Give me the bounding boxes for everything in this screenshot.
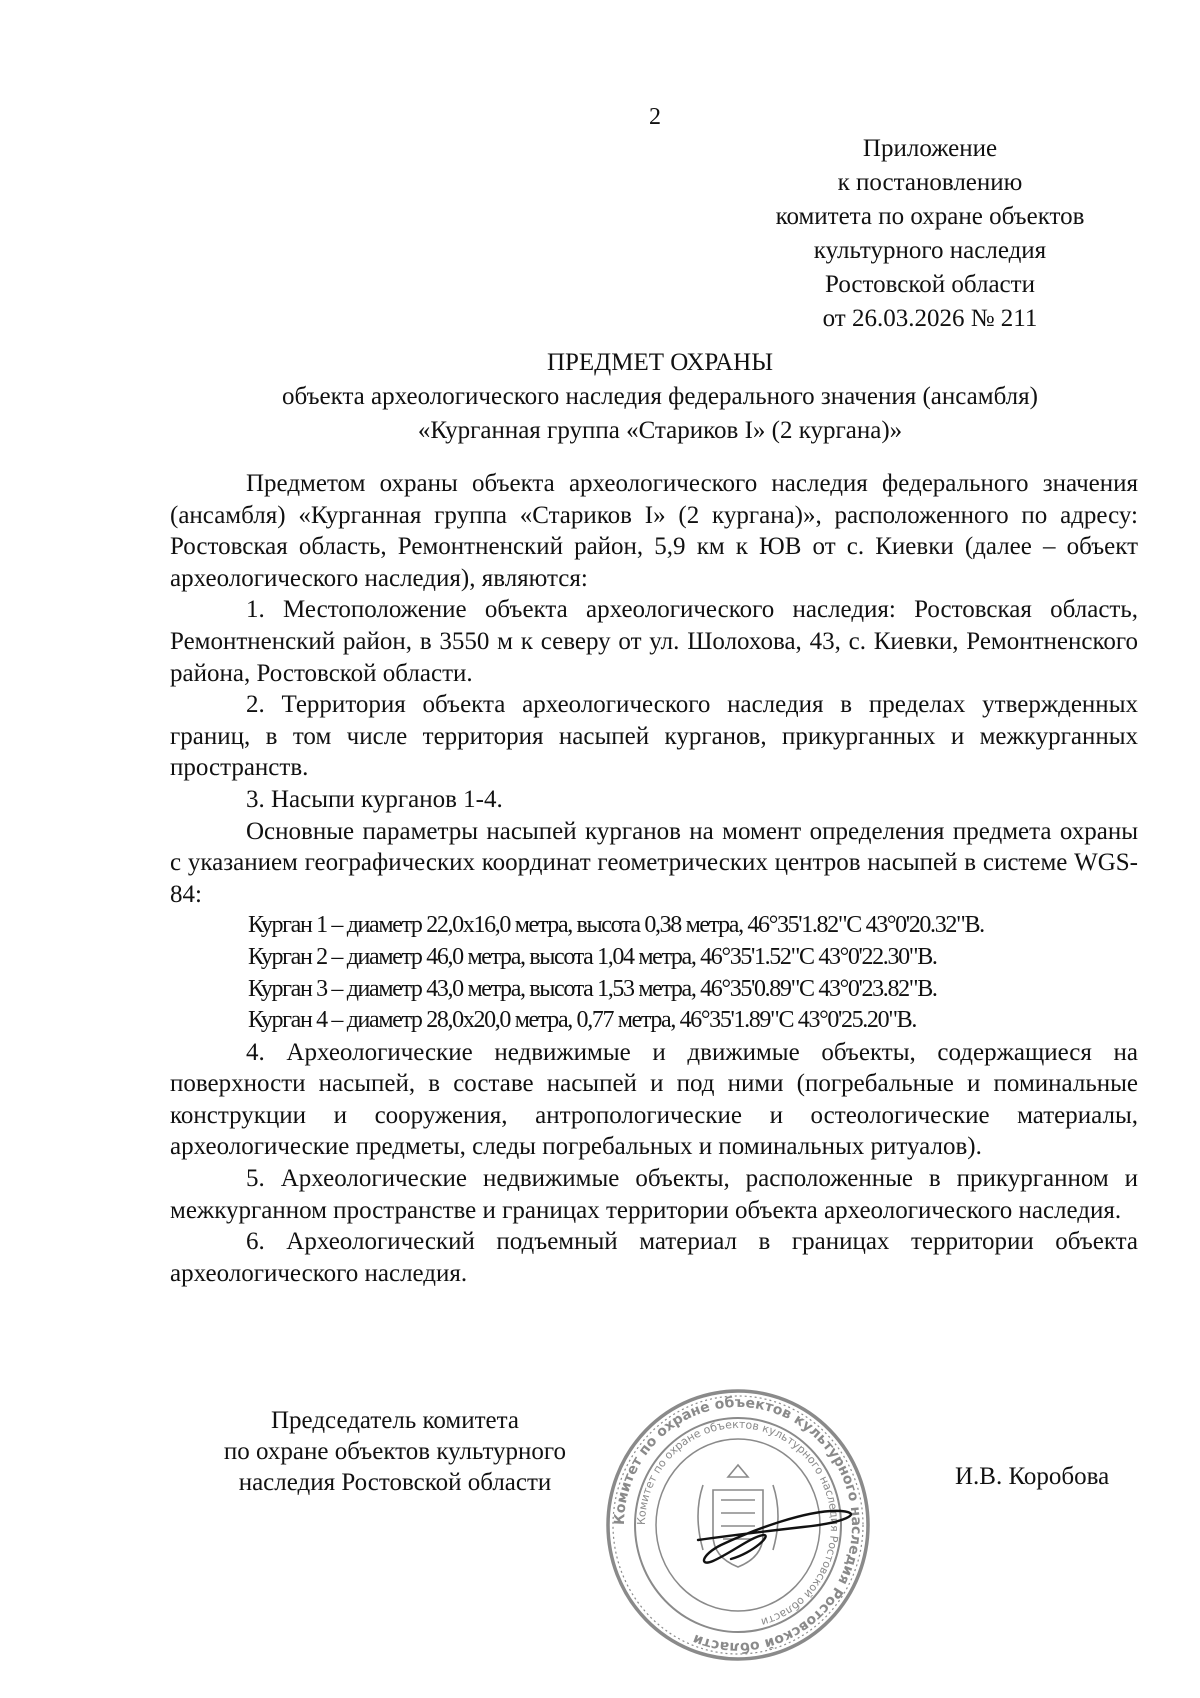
item-5-paragraph: 5. Археологические недвижимые объекты, расположенные в прикурганном и межкурганном пространстве и границах территории объекта археологического наследия.	[170, 1165, 1138, 1224]
document-subtitle: «Курганная группа «Стариков I» (2 кургана)»	[417, 417, 903, 444]
document-body	[170, 468, 1138, 1289]
kurgan-line: Курган 4 – диаметр 28,0х20,0 метра, 0,77 метра, 46°35'1.89"С 43°0'25.20"В.	[248, 1007, 916, 1034]
appendix-header	[740, 132, 1120, 336]
signatory-position-line: наследия Ростовской области	[238, 1469, 552, 1496]
seal-outer-text: Комитет по охране объектов культурного наследия Ростовской области	[611, 1394, 865, 1656]
item-1-paragraph: 1. Местоположение объекта археологического наследия: Ростовская область, Ремонтненский район, в 3550 м к северу от ул. Шолохова, 43, с. Киевки, Ремонтненского района, Ростовской области.	[170, 596, 1138, 687]
kurgan-line: Курган 3 – диаметр 43,0 метра, высота 1,53 метра, 46°35'0.89"С 43°0'23.82"В.	[248, 975, 937, 1002]
appendix-line: культурного наследия	[813, 237, 1047, 264]
appendix-line: к постановлению	[837, 169, 1023, 196]
document-subtitle: объекта археологического наследия федерального значения (ансамбля)	[282, 383, 1038, 410]
official-seal-icon	[603, 1385, 873, 1665]
item-3-paragraph: 3. Насыпи курганов 1-4.	[246, 785, 503, 813]
document-heading	[180, 346, 1140, 448]
item-6-paragraph: 6. Археологический подъемный материал в границах территории объекта археологического наследия.	[170, 1228, 1138, 1287]
page-number: 2	[649, 104, 661, 130]
signatory-position-line: по охране объектов культурного	[223, 1438, 567, 1465]
kurgan-line: Курган 1 – диаметр 22,0х16,0 метра, высота 0,38 метра, 46°35'1.82"С 43°0'20.32"В.	[248, 912, 984, 939]
document-title: ПРЕДМЕТ ОХРАНЫ	[546, 349, 774, 376]
appendix-line: от 26.03.2026 № 211	[822, 305, 1038, 332]
item-4-paragraph: 4. Археологические недвижимые и движимые объекты, содержащиеся на поверхности насыпей, в составе насыпей и под ними (погребальные и поминальные конструкции и сооружения, антропологические и остеологические материалы, археологические предметы, следы погребальных и поминальных ритуалов).	[170, 1038, 1138, 1161]
appendix-line: комитета по охране объектов	[775, 203, 1085, 230]
seal-inner-text: Комитет по охране объектов культурного наследия Ростовской области	[634, 1417, 842, 1629]
appendix-line: Ростовской области	[825, 271, 1035, 298]
kurgan-line: Курган 2 – диаметр 46,0 метра, высота 1,04 метра, 46°35'1.52"С 43°0'22.30"В.	[248, 943, 937, 970]
svg-text:Комитет по охране объектов кул	[635, 1418, 841, 1629]
params-intro-paragraph: Основные параметры насыпей курганов на момент определения предмета охраны с указанием географических координат геометрических центров насыпей в системе WGS-84:	[170, 817, 1138, 908]
intro-paragraph: Предметом охраны объекта археологического наследия федерального значения (ансамбля) «Курганная группа «Стариков I» (2 кургана)», расположенного по адресу: Ростовская область, Ремонтненский район, 5,9 км к ЮВ от с. Киевки (далее – объект археологического наследия), являются:	[170, 470, 1138, 592]
appendix-line: Приложение	[862, 135, 998, 162]
signatory-name: И.В. Коробова	[955, 1463, 1110, 1490]
signatory-position	[195, 1405, 595, 1498]
signatory-position-line: Председатель комитета	[271, 1407, 519, 1434]
item-2-paragraph: 2. Территория объекта археологического наследия в пределах утвержденных границ, в том числе территория насыпей курганов, прикурганных и межкурганных пространств.	[170, 691, 1138, 782]
